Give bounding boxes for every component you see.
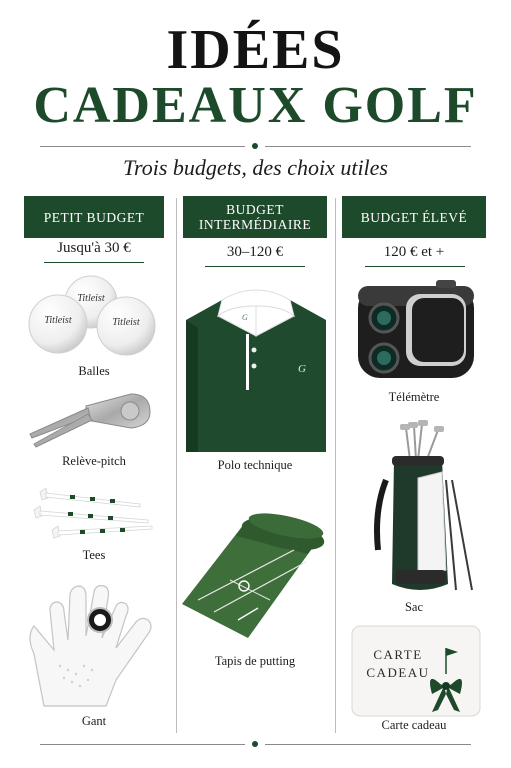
price-underline-2	[205, 266, 305, 267]
item-label-tapis-de-putting: Tapis de putting	[214, 654, 296, 668]
golf-ball-icon	[26, 272, 160, 362]
gift-card-text-line-1: CARTE	[373, 647, 423, 662]
item-label-tees: Tees	[82, 548, 106, 562]
title-line-2: CADEAUX GOLF	[33, 77, 478, 134]
column-header-budget-intermediaire: BUDGET INTERMÉDIAIRE	[183, 196, 327, 238]
bottom-rule-dot	[252, 741, 258, 747]
svg-text:G: G	[298, 363, 306, 375]
divot-tool-icon	[26, 390, 156, 448]
ball-brand-text-2: Titleist	[44, 315, 72, 326]
item-label-telemetre: Télémètre	[388, 390, 440, 404]
top-rule-right	[265, 146, 471, 147]
svg-text:G: G	[242, 313, 248, 322]
price-budget-eleve: 120 € et +	[383, 244, 445, 260]
item-label-sac: Sac	[404, 600, 424, 614]
column-header-petit-budget: PETIT BUDGET	[24, 196, 164, 238]
item-label-releve-pitch: Relève-pitch	[62, 454, 126, 468]
polo-shirt-icon	[182, 276, 330, 454]
item-label-polo-technique: Polo technique	[217, 458, 293, 472]
subtitle: Trois budgets, des choix utiles	[122, 155, 388, 180]
tee-icon	[30, 484, 156, 550]
title-line-1: IDÉES	[166, 19, 345, 81]
top-rule-dot	[252, 143, 258, 149]
price-budget-intermediaire: 30–120 €	[226, 244, 284, 260]
gift-card-text-line-2: CADEAU	[366, 665, 430, 680]
column-header-budget-eleve: BUDGET ÉLEVÉ	[342, 196, 486, 238]
column-separator-1	[176, 198, 177, 733]
bottom-rule-right	[265, 744, 471, 745]
golf-bag-icon	[356, 420, 476, 598]
bottom-rule-left	[40, 744, 245, 745]
price-underline-3	[365, 266, 465, 267]
top-rule-left	[40, 146, 245, 147]
price-underline-1	[44, 262, 144, 263]
item-label-balles: Balles	[78, 364, 110, 378]
column-separator-2	[335, 198, 336, 733]
ball-brand-text-3: Titleist	[112, 317, 140, 328]
golf-glove-icon	[20, 570, 164, 710]
item-label-carte-cadeau: Carte cadeau	[381, 718, 447, 732]
rangefinder-icon	[352, 276, 480, 388]
price-petit-budget: Jusqu'à 30 €	[57, 240, 131, 256]
putting-mat-icon	[178, 500, 330, 640]
item-label-gant: Gant	[81, 714, 107, 728]
ball-brand-text-1: Titleist	[77, 293, 105, 304]
